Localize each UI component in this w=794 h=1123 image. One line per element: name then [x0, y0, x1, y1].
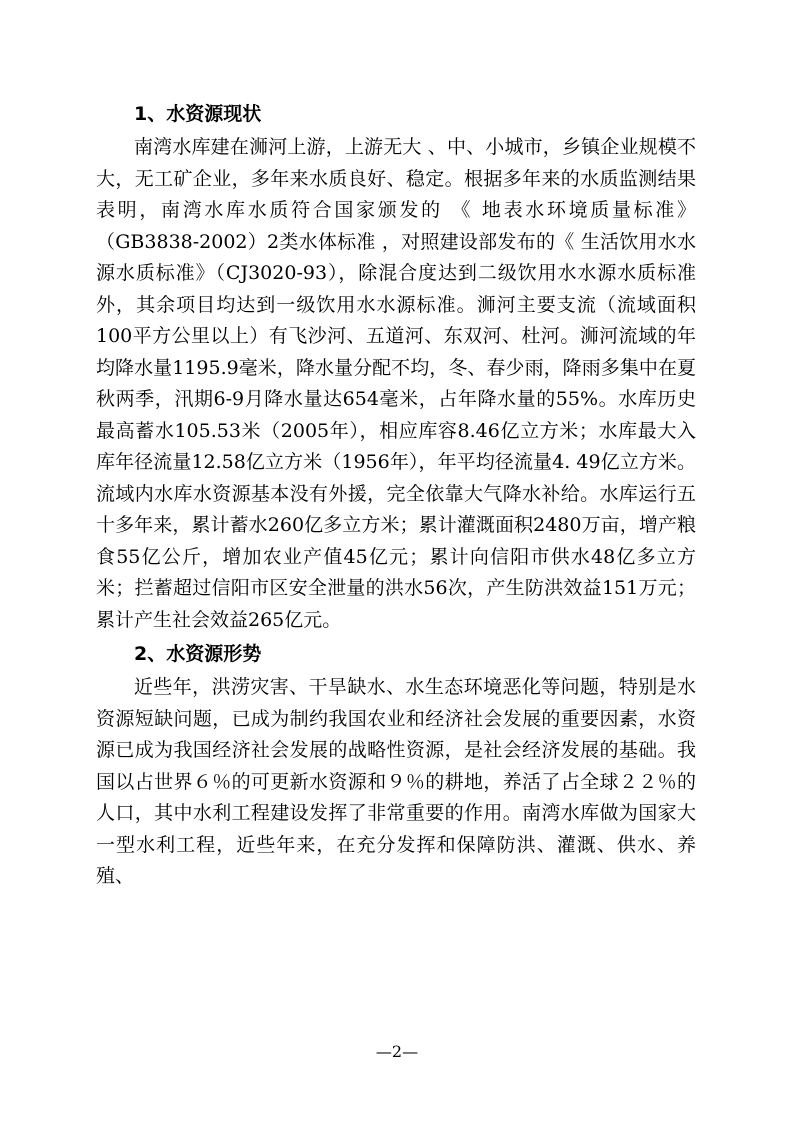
- page-number: —2—: [375, 1042, 419, 1061]
- section-heading-water-status: 1、水资源现状: [134, 103, 262, 125]
- paragraph-water-situation: 近些年，洪涝灾害、干旱缺水、水生态环境恶化等问题，特别是水资源短缺问题，已成为制约我国农业和经济社会发展的重要因素，水资源已成为我国经济社会发展的战略性资源，是社会经济发展的基础。我国以占世界６％的可更新水资源和９％的耕地，养活了占全球２２％的人口，其中水利工程建设发挥了非常重要的作用。南湾水库做为国家大一型水利工程，近些年来，在充分发挥和保障防洪、灌溉、供水、养殖、: [96, 676, 696, 887]
- document-body: [96, 96, 696, 893]
- section-heading-water-situation: 2、水资源形势: [134, 643, 262, 665]
- paragraph-water-status: 南湾水库建在浉河上游，上游无大 、中、小城市，乡镇企业规模不大，无工矿企业，多年来水质良好、稳定。根据多年来的水质监测结果表明，南湾水库水质符合国家颁发的 《 地表水环境质量标准》（GB3838-2002）2类水体标准 ，对照建设部发布的《 生活饮用水水源水质标准》（CJ3020-93），除混合度达到二级饮用水水源水质标准外，其余项目均达到一级饮用水水源标准。浉河主要支流（流域面积100平方公里以上）有飞沙河、五道河、东双河、杜河。浉河流域的年均降水量1195.9毫米，降水量分配不均，冬、春少雨，降雨多集中在夏秋两季，汛期6-9月降水量达654毫米，占年降水量的55%。水库历史最高蓄水105.53米（2005年），相应库容8.46亿立方米；水库最大入库年径流量12.58亿立方米（1956年），年平均径流量4. 49亿立方米。流域内水库水资源基本没有外援，完全依靠大气降水补给。水库运行五十多年来，累计蓄水260亿多立方米；累计灌溉面积2480万亩，增产粮食55亿公斤，增加农业产值45亿元；累计向信阳市供水48亿多立方米；拦蓄超过信阳市区安全泄量的洪水56次，产生防洪效益151万元；累计产生社会效益265亿元。: [96, 136, 696, 631]
